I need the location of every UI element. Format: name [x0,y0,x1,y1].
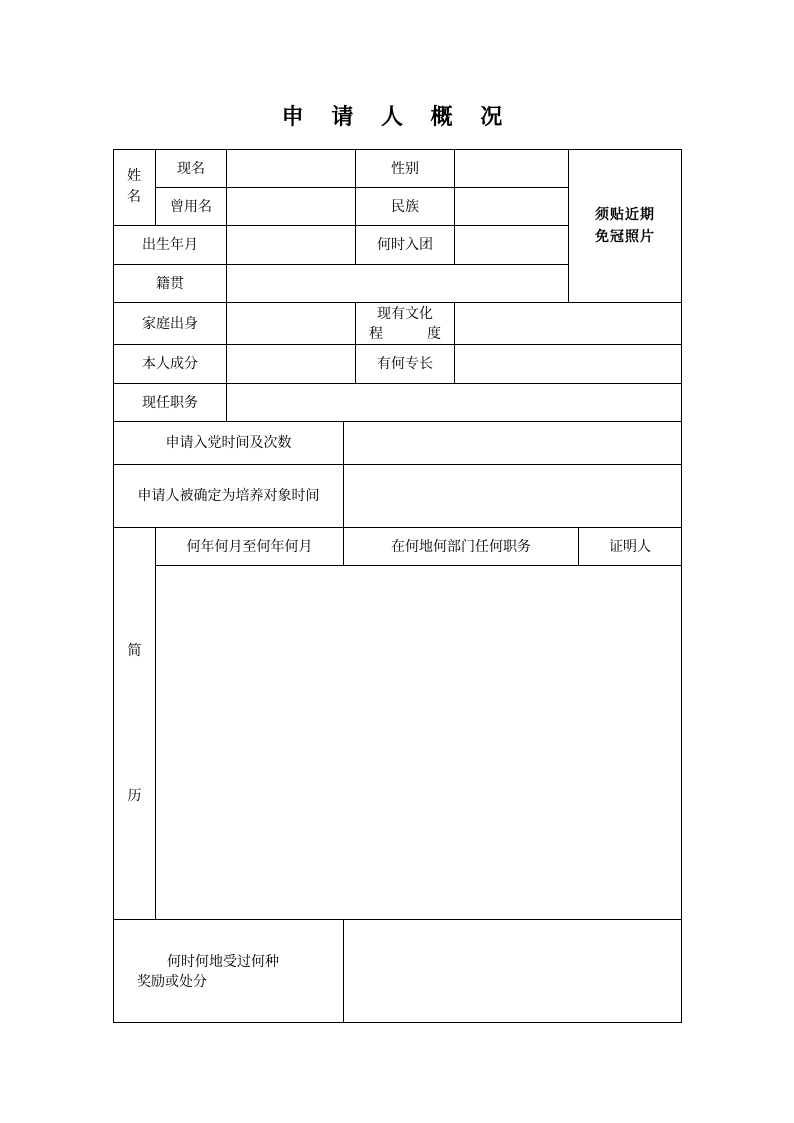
specialty-label: 有何专长 [377,356,433,372]
education-field[interactable] [455,303,681,344]
family-origin-field[interactable] [227,303,355,344]
birth-date-label: 出生年月 [142,237,198,253]
education-label-char2: 度 [427,325,441,342]
current-name-field[interactable] [227,150,355,187]
cultivation-target-time-label: 申请人被确定为培养对象时间 [137,488,320,504]
education-label-char1: 程 [369,325,383,342]
personal-status-label: 本人成分 [142,356,198,372]
awards-label-line2: 奖励或处分 [137,974,207,990]
current-position-field[interactable] [227,384,681,421]
current-name-label: 现名 [177,160,205,177]
table-border-right [681,149,682,1023]
photo-note-line1: 须贴近期 [595,207,655,223]
birth-date-field[interactable] [227,226,355,264]
gender-field[interactable] [455,150,568,187]
resume-col-place-position: 在何地何部门任何职务 [391,538,531,555]
former-name-label: 曾用名 [170,198,212,215]
education-label-line2 [369,324,441,344]
education-label [356,303,454,344]
current-position-label: 现任职务 [142,394,198,411]
awards-label [114,920,343,1022]
name-group-text: 姓名 [127,168,141,205]
resume-content-field[interactable] [156,566,681,919]
family-origin-label: 家庭出身 [142,315,198,332]
resume-label-char2: 历 [127,788,142,804]
native-place-label: 籍贯 [156,275,184,292]
specialty-field[interactable] [455,345,681,383]
personal-status-field[interactable] [227,345,355,383]
ethnicity-field[interactable] [455,188,568,225]
league-join-date-field[interactable] [455,226,568,264]
photo-placeholder[interactable] [569,150,681,302]
application-time-count-label: 申请入党时间及次数 [165,435,292,451]
awards-field[interactable] [344,920,681,1022]
cultivation-target-time-field[interactable] [344,465,681,527]
gender-label: 性别 [391,160,419,177]
table-border-bottom [113,1022,682,1023]
league-join-date-label: 何时入团 [377,237,433,253]
photo-note-line2: 免冠照片 [595,229,655,245]
resume-col-period: 何年何月至何年何月 [186,538,313,555]
resume-label-char1: 简 [127,643,142,659]
name-group-label [124,166,144,208]
awards-label-line1: 何时何地受过何种 [167,954,279,970]
former-name-field[interactable] [227,188,355,225]
application-time-count-field[interactable] [344,422,681,464]
education-label-line1: 现有文化 [377,305,433,322]
page-title: 申 请 人 概 况 [281,104,513,130]
resume-col-witness: 证明人 [609,538,651,555]
ethnicity-label: 民族 [391,198,419,215]
native-place-field[interactable] [227,265,568,302]
